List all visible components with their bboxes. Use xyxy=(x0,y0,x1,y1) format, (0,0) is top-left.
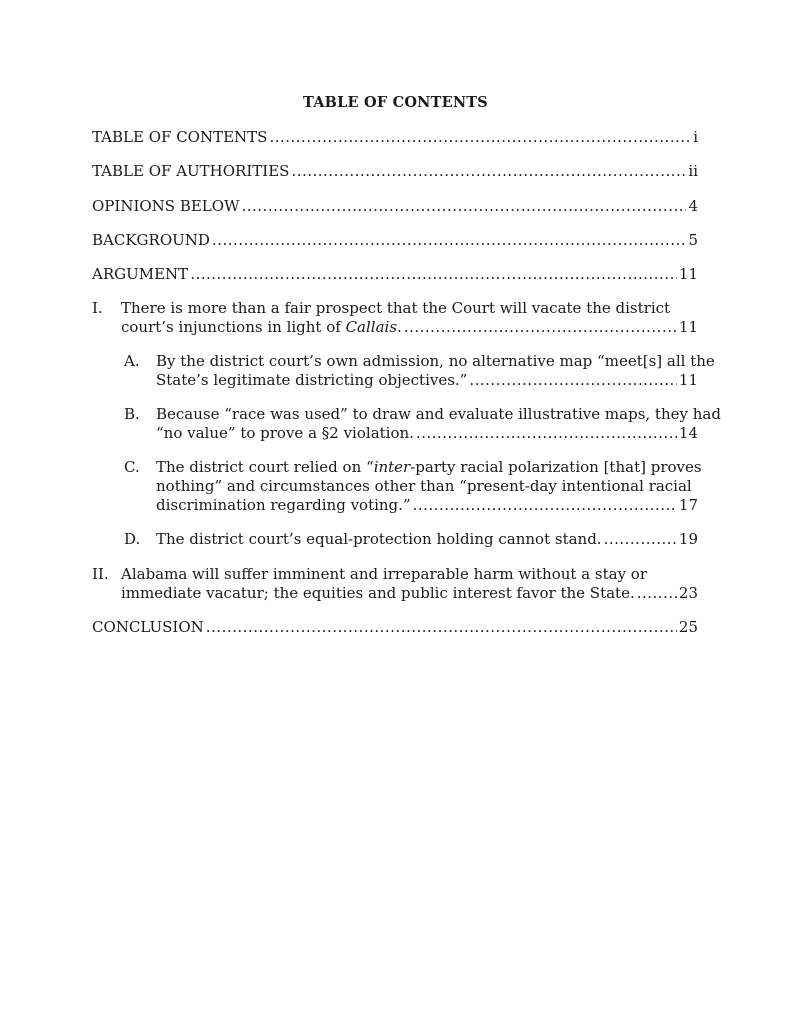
toc-entry-title: TABLE OF CONTENTS xyxy=(92,128,268,146)
dot-leader xyxy=(469,371,677,390)
toc-entry-title: CONCLUSION xyxy=(92,618,204,636)
toc-entry-title-line: discrimination regarding voting.” xyxy=(156,496,411,514)
toc-page-number: i xyxy=(693,128,698,146)
section-number: C. xyxy=(124,458,140,476)
toc-entry-section-1c[interactable] xyxy=(92,458,702,516)
toc-entry-title-line xyxy=(121,318,402,337)
toc-entry-argument[interactable] xyxy=(92,265,698,284)
page-title: TABLE OF CONTENTS xyxy=(303,94,488,111)
toc-entry-section-2[interactable] xyxy=(92,565,698,605)
toc-page-number: 11 xyxy=(678,265,698,283)
toc-entry-title-line: The district court’s equal-protection holding cannot stand. xyxy=(156,530,602,548)
title-text: . xyxy=(397,318,402,336)
emphasis-text: inter xyxy=(373,458,411,476)
toc-entry-title: BACKGROUND xyxy=(92,231,210,249)
toc-page-number: 4 xyxy=(688,197,698,215)
dot-leader xyxy=(404,318,677,337)
toc-entry-title-line: Alabama will suffer imminent and irreparable harm without a stay or xyxy=(121,565,648,583)
toc-page-number: 17 xyxy=(678,496,698,514)
toc-entry-title-line: There is more than a fair prospect that the Court will vacate the district xyxy=(121,299,671,317)
dot-leader xyxy=(637,584,677,603)
toc-entry-title: ARGUMENT xyxy=(92,265,189,283)
toc-entry-title-line: Because “race was used” to draw and evaluate illustrative maps, they had xyxy=(156,405,721,423)
toc-page-number: 5 xyxy=(688,231,698,249)
toc-page-number: 23 xyxy=(678,584,698,602)
toc-entry-title: OPINIONS BELOW xyxy=(92,197,240,215)
dot-leader xyxy=(413,496,677,515)
toc-page-number: 11 xyxy=(678,371,698,389)
dot-leader xyxy=(604,530,677,549)
toc-entry-title-line: State’s legitimate districting objectives.” xyxy=(156,371,468,389)
dot-leader xyxy=(291,162,686,181)
case-name: Callais xyxy=(345,318,398,336)
toc-page-number: 25 xyxy=(678,618,698,636)
toc-entry-title-line xyxy=(156,458,702,477)
section-number: D. xyxy=(124,530,141,548)
title-text: court’s injunctions in light of xyxy=(121,318,346,336)
toc-page-number: 11 xyxy=(678,318,698,336)
toc-entry-table-of-contents[interactable] xyxy=(92,128,698,147)
toc-entry-title-line: “no value” to prove a §2 violation. xyxy=(156,424,414,442)
title-text: The district court relied on “ xyxy=(156,458,374,476)
toc-entry-table-of-authorities[interactable] xyxy=(92,162,698,181)
section-number: II. xyxy=(92,565,109,583)
toc-entry-title-line: immediate vacatur; the equities and public interest favor the State. xyxy=(121,584,635,602)
toc-entry-title-line: nothing” and circumstances other than “present-day intentional racial xyxy=(156,477,692,495)
toc-entry-opinions-below[interactable] xyxy=(92,197,698,216)
dot-leader xyxy=(206,618,677,637)
dot-leader xyxy=(241,197,686,216)
toc-entry-section-1[interactable] xyxy=(92,299,698,339)
toc-entry-title: TABLE OF AUTHORITIES xyxy=(92,162,290,180)
section-number: I. xyxy=(92,299,103,317)
dot-leader xyxy=(190,265,677,284)
toc-page-number: 14 xyxy=(678,424,698,442)
toc-page-number: 19 xyxy=(678,530,698,548)
section-number: A. xyxy=(124,352,140,370)
toc-entry-section-1b[interactable] xyxy=(92,405,721,445)
dot-leader xyxy=(269,128,691,147)
dot-leader xyxy=(212,231,687,250)
section-number: B. xyxy=(124,405,140,423)
toc-entry-title-line: By the district court’s own admission, no alternative map “meet[s] all the xyxy=(156,352,715,370)
toc-entry-section-1a[interactable] xyxy=(92,352,715,392)
dot-leader xyxy=(416,424,677,443)
toc-entry-section-1d[interactable] xyxy=(92,530,698,550)
toc-page-number: ii xyxy=(688,162,698,180)
toc-entry-background[interactable] xyxy=(92,231,698,250)
toc-entry-conclusion[interactable] xyxy=(92,618,698,637)
title-text: -party racial polarization [that] proves xyxy=(410,458,702,476)
